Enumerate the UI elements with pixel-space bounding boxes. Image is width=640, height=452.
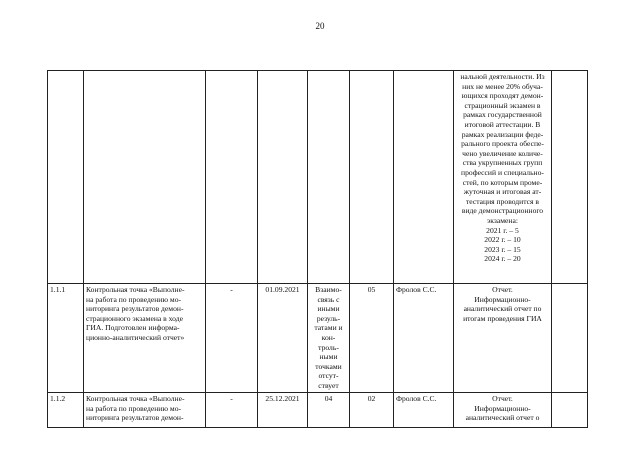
- cell-title: Контрольная точка «Выполне- на работа по проведению мо- ниторинга результатов демон-: [84, 393, 206, 428]
- cell-number: 1.1.1: [48, 284, 84, 393]
- cell-code: [350, 71, 394, 284]
- cell-executor: Фролов С.С.: [394, 393, 454, 428]
- cell-result: Отчет. Информационно- аналитический отчет о: [454, 393, 552, 428]
- cell-title: [84, 71, 206, 284]
- cell-link: [308, 71, 350, 284]
- cell-number: 1.1.2: [48, 393, 84, 428]
- cell-executor: [394, 71, 454, 284]
- cell-extra: [552, 71, 588, 284]
- cell-link: Взаимо- связь с иными резуль- татами и кон- троль- ными точками отсут- ствует: [308, 284, 350, 393]
- cell-date: 25.12.2021: [258, 393, 308, 428]
- page-number: 20: [315, 21, 325, 31]
- table-row: [48, 71, 588, 284]
- cell-number: [48, 71, 84, 284]
- cell-date: [258, 71, 308, 284]
- cell-result: нальной деятельности. Из них не менее 20% обуча- ющихся проходят демон- страционный экзамен в рамках государственной итоговой аттестации. В рамках реализации феде- рального проекта обеспе- чено увеличение количе- ства укрупненных групп профессий и специально- стей, по которым проме- жуточная и итоговая ат- тестация проводится в виде демонстрационного экзамена: 2021 г. – 5 2022 г. – 10 2023 г. – 15 2024 г. – 20: [454, 71, 552, 284]
- cell-title: Контрольная точка «Выполне- на работа по проведению мо- ниторинга результатов демон- страционного экзамена в ходе ГИА. Подготовлен информа- ционно-аналитический отчет»: [84, 284, 206, 393]
- cell-result: Отчет. Информационно- аналитический отчет по итогам проведения ГИА: [454, 284, 552, 393]
- cell-link: 04: [308, 393, 350, 428]
- cell-responsible-mark: -: [206, 393, 258, 428]
- cell-code: 02: [350, 393, 394, 428]
- cell-responsible-mark: -: [206, 284, 258, 393]
- table-row: [48, 393, 588, 428]
- table-row: [48, 284, 588, 393]
- cell-date: 01.09.2021: [258, 284, 308, 393]
- control-points-table: [47, 70, 588, 428]
- cell-responsible-mark: [206, 71, 258, 284]
- cell-code: 05: [350, 284, 394, 393]
- cell-extra: [552, 284, 588, 393]
- cell-executor: Фролов С.С.: [394, 284, 454, 393]
- cell-extra: [552, 393, 588, 428]
